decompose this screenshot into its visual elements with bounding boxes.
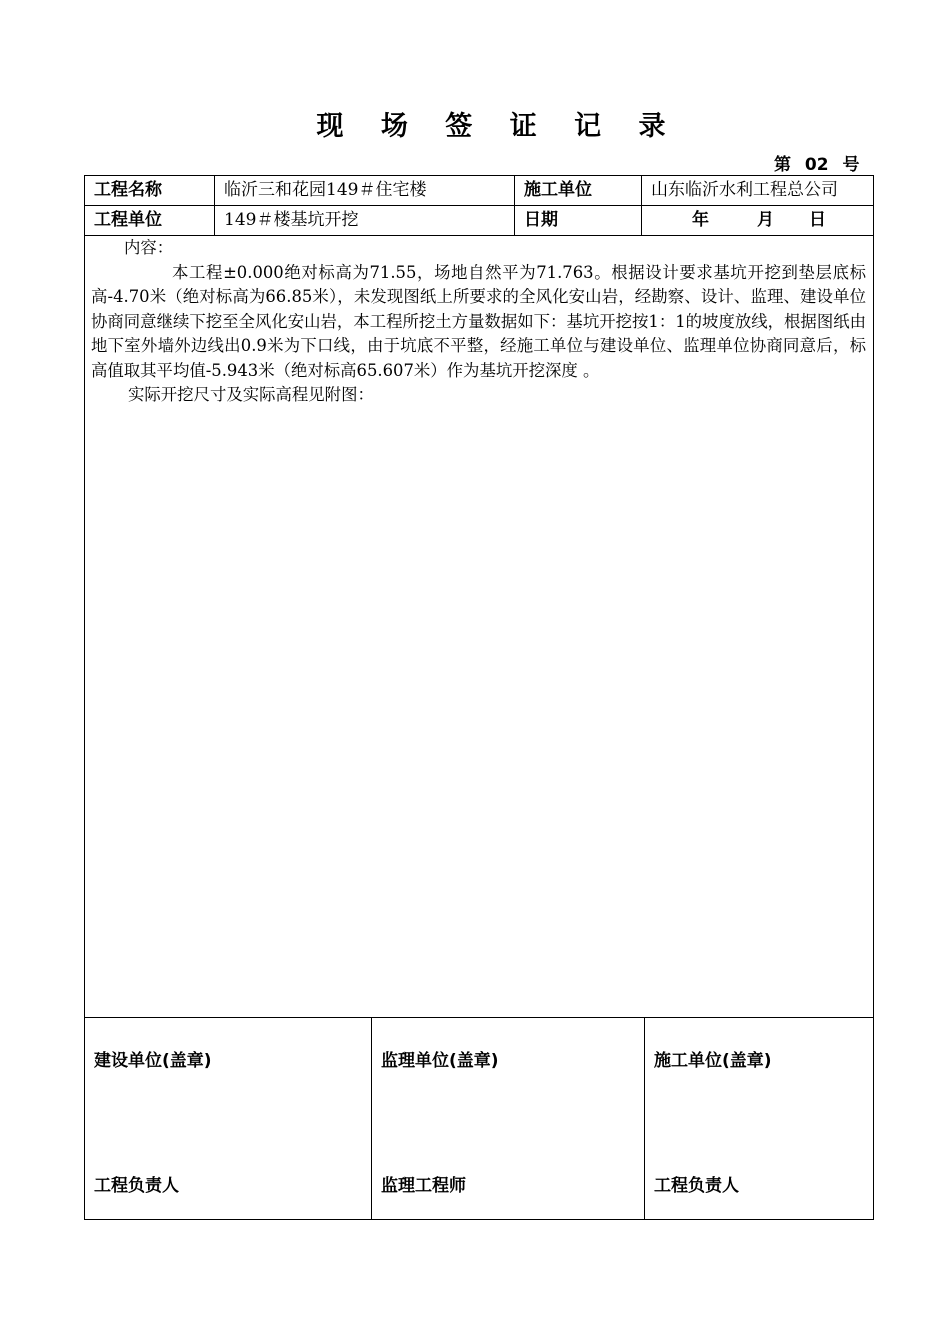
project-name-value: 临沂三和花园149＃住宅楼 — [215, 176, 515, 205]
signature-contractor-title: 施工单位(盖章) — [654, 1051, 772, 1071]
date-label: 日期 — [515, 206, 642, 235]
document-number-prefix: 第 — [774, 155, 791, 175]
project-unit-value: 149＃楼基坑开挖 — [215, 206, 515, 235]
date-value — [642, 206, 873, 235]
project-name-label: 工程名称 — [85, 176, 215, 205]
content-paragraph: 本工程±0.000绝对标高为71.55，场地自然平为71.763。根据设计要求基坑开挖到垫层底标高-4.70米（绝对标高为66.85米），未发现图纸上所要求的全风化安山岩，经勘察、设计、监理、建设单位协商同意继续下挖至全风化安山岩，本工程所挖土方量数据如下：基坑开挖按1：1的坡度放线，根据图纸由地下室外墙外边线出0.9米为下口线，由于坑底不平整，经施工单位与建设单位、监理单位协商同意后，标高值取其平均值-5.943米（绝对标高65.607米）作为基坑开挖深度 。 — [91, 262, 866, 380]
signature-supervisor-person: 监理工程师 — [381, 1176, 466, 1196]
signature-owner-person: 工程负责人 — [94, 1176, 179, 1196]
date-month: 月 — [757, 210, 774, 230]
content-label: 内容： — [124, 238, 174, 257]
document-number-value: 02 — [804, 155, 829, 175]
document-title: 现 场 签 证 记 录 — [316, 111, 680, 142]
signature-owner-title: 建设单位(盖章) — [94, 1051, 212, 1071]
document-number — [774, 150, 860, 175]
date-day: 日 — [809, 210, 826, 230]
header-row-unit — [85, 206, 873, 236]
content-section — [85, 236, 873, 1018]
signature-contractor — [645, 1018, 873, 1219]
header-row-project — [85, 176, 873, 206]
project-unit-label: 工程单位 — [85, 206, 215, 235]
document-number-suffix: 号 — [842, 155, 860, 175]
contractor-value: 山东临沂水利工程总公司 — [651, 180, 838, 200]
record-form — [84, 175, 874, 1220]
signature-contractor-person: 工程负责人 — [654, 1176, 739, 1196]
signature-owner — [85, 1018, 372, 1219]
signature-supervisor-title: 监理单位(盖章) — [381, 1051, 499, 1071]
date-year: 年 — [692, 210, 709, 230]
content-annex-note: 实际开挖尺寸及实际高程见附图： — [128, 385, 374, 404]
contractor-label: 施工单位 — [515, 176, 642, 205]
signature-supervisor — [372, 1018, 645, 1219]
